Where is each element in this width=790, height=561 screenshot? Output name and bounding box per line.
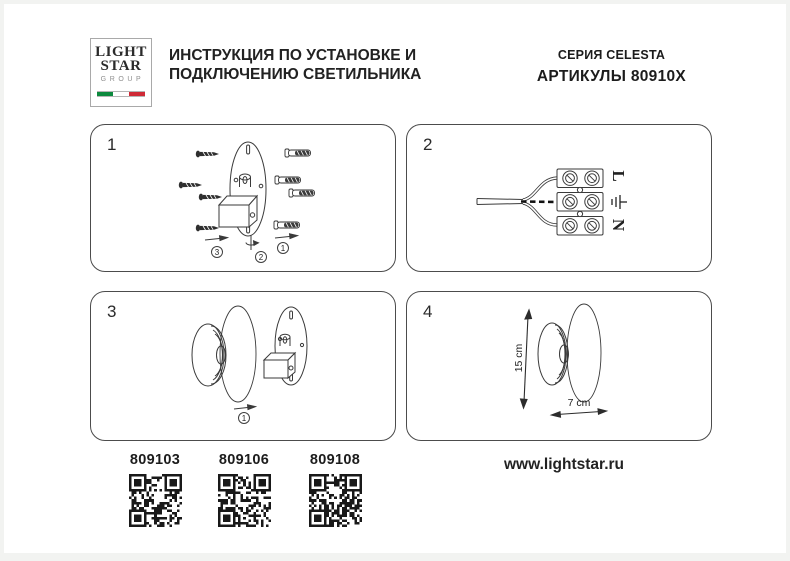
step3-panel [90, 291, 396, 441]
neutral-wire-label: N [609, 218, 628, 232]
article-809103-block [119, 452, 191, 532]
title-line-2: ПОДКЛЮЧЕНИЮ СВЕТИЛЬНИКА [169, 66, 422, 83]
step2-panel [406, 124, 712, 272]
article-code: 809108 [309, 452, 361, 468]
live-wire-label: L [609, 170, 628, 182]
italy-flag-icon [97, 91, 145, 97]
website-url: www.lightstar.ru [504, 456, 624, 473]
step-badge-1: 1 [238, 412, 250, 424]
step-badge-2: 2 [255, 251, 267, 263]
step4-panel [406, 291, 712, 441]
step3-number: 3 [107, 302, 117, 321]
logo-text-light: LIGHT [95, 44, 147, 60]
article-code: 809106 [218, 452, 270, 468]
step1-panel [90, 124, 396, 272]
dimensions-diagram [407, 292, 713, 442]
step2-number: 2 [423, 135, 433, 154]
title-line-1: ИНСТРУКЦИЯ ПО УСТАНОВКЕ И [169, 47, 417, 64]
lightstar-logo [90, 38, 152, 107]
article-code: 809103 [129, 452, 181, 468]
step4-number: 4 [423, 302, 433, 321]
article-809108-block [299, 452, 371, 532]
logo-text-star: STAR [100, 58, 142, 74]
width-dimension-label: 7 cm [567, 397, 591, 409]
page-title [169, 46, 469, 84]
qr-code [218, 474, 271, 527]
series-block [504, 48, 719, 86]
article-809106-block [208, 452, 280, 532]
mounting-hardware-diagram [91, 125, 397, 273]
step-badge-1: 1 [277, 242, 289, 254]
step-badge-3: 3 [211, 246, 223, 258]
ground-icon [612, 195, 627, 209]
qr-code [129, 474, 182, 527]
qr-code [309, 474, 362, 527]
wiring-terminal-diagram [407, 125, 713, 273]
series-name: СЕРИЯ CELESTA [557, 48, 666, 62]
logo-text-group: GROUP [100, 76, 145, 83]
step1-number: 1 [107, 135, 117, 154]
instruction-sheet [4, 4, 786, 553]
height-dimension-label: 15 cm [513, 343, 525, 373]
articles-label: АРТИКУЛЫ 80910X [536, 68, 687, 85]
